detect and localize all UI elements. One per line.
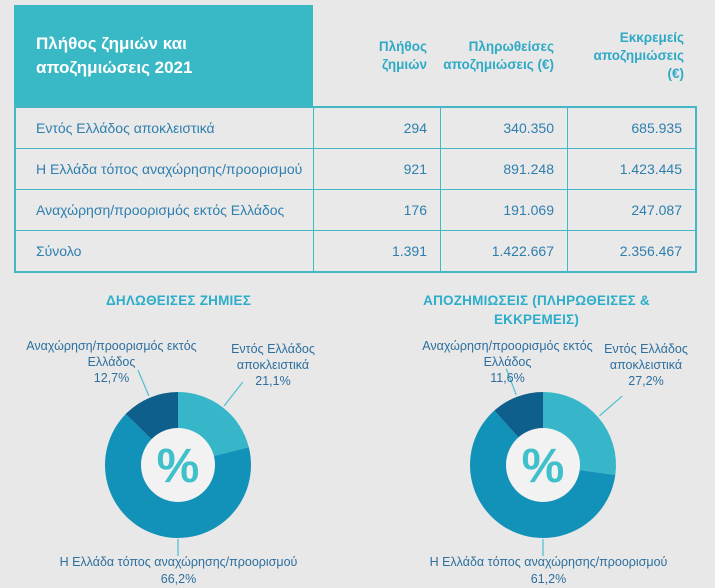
table-header <box>14 5 697 106</box>
slice-label-text: Αναχώρηση/προορισμός εκτός Ελλάδος <box>26 339 197 369</box>
chart-compensations <box>358 285 715 588</box>
pending-value: 247.087 <box>567 190 695 230</box>
pending-value: 685.935 <box>567 108 695 148</box>
claims-count-value: 921 <box>313 149 440 189</box>
row-label: Η Ελλάδα τόπος αναχώρησης/προορισμού <box>36 161 303 177</box>
slice-label-abroad <box>14 339 209 387</box>
column-header-paid-compensations: Πληρωθείσες αποζημιώσεις (€) <box>443 38 554 72</box>
table-title-text: Πλήθος ζημιών και αποζημιώσεις 2021 <box>36 33 193 77</box>
row-label: Σύνολο <box>36 243 82 259</box>
table-row <box>16 108 695 148</box>
slice-label-text: Εντός Ελλάδος αποκλειστικά <box>231 342 315 372</box>
percent-symbol: % <box>521 440 565 493</box>
claims-table <box>14 5 697 273</box>
table-row <box>16 189 695 230</box>
claims-count-value: 1.391 <box>313 231 440 271</box>
slice-percentage: 61,2% <box>530 571 567 586</box>
paid-value: 891.248 <box>440 149 567 189</box>
slice-label-text: Εντός Ελλάδος αποκλειστικά <box>604 342 688 372</box>
donut-chart-compensations <box>358 285 715 588</box>
table-body <box>14 106 697 273</box>
slice-percentage: 12,7% <box>93 371 130 385</box>
percent-symbol: % <box>156 440 200 493</box>
donut-chart-declared-claims <box>0 285 357 588</box>
slice-label-greece-origin <box>0 555 357 587</box>
pending-value: 2.356.467 <box>567 231 695 271</box>
slice-percentage: 11,6% <box>490 371 525 385</box>
slice-label-domestic <box>576 342 715 390</box>
leader-line <box>600 396 623 416</box>
row-label: Εντός Ελλάδος αποκλειστικά <box>36 120 215 136</box>
chart-title: ΔΗΛΩΘΕΙΣΕΣ ΖΗΜΙΕΣ <box>106 293 251 308</box>
paid-value: 1.422.667 <box>440 231 567 271</box>
chart-declared-claims <box>0 285 357 588</box>
slice-label-domestic <box>203 342 343 390</box>
paid-value: 340.350 <box>440 108 567 148</box>
table-row-total <box>16 230 695 271</box>
row-label: Αναχώρηση/προορισμός εκτός Ελλάδος <box>36 202 285 218</box>
claims-count-value: 294 <box>313 108 440 148</box>
slice-label-text: Η Ελλάδα τόπος αναχώρησης/προορισμού <box>429 555 668 569</box>
slice-label-greece-origin <box>382 555 715 587</box>
slice-label-text: Η Ελλάδα τόπος αναχώρησης/προορισμού <box>59 555 298 569</box>
slice-percentage: 27,2% <box>628 374 664 388</box>
slice-percentage: 21,1% <box>255 374 291 388</box>
column-header-pending-compensations: Εκκρεμείς αποζημιώσεις (€) <box>593 29 684 81</box>
column-header-claims-count: Πλήθος ζημιών <box>378 38 427 72</box>
chart-title: ΑΠΟΖΗΜΙΩΣΕΙΣ (ΠΛΗΡΩΘΕΙΣΕΣ & ΕΚΚΡΕΜΕΙΣ) <box>423 293 650 327</box>
slice-label-text: Αναχώρηση/προορισμός εκτός Ελλάδος <box>422 339 593 369</box>
paid-value: 191.069 <box>440 190 567 230</box>
pending-value: 1.423.445 <box>567 149 695 189</box>
slice-percentage: 66,2% <box>160 571 197 586</box>
table-title <box>14 5 313 106</box>
table-row <box>16 148 695 189</box>
claims-count-value: 176 <box>313 190 440 230</box>
